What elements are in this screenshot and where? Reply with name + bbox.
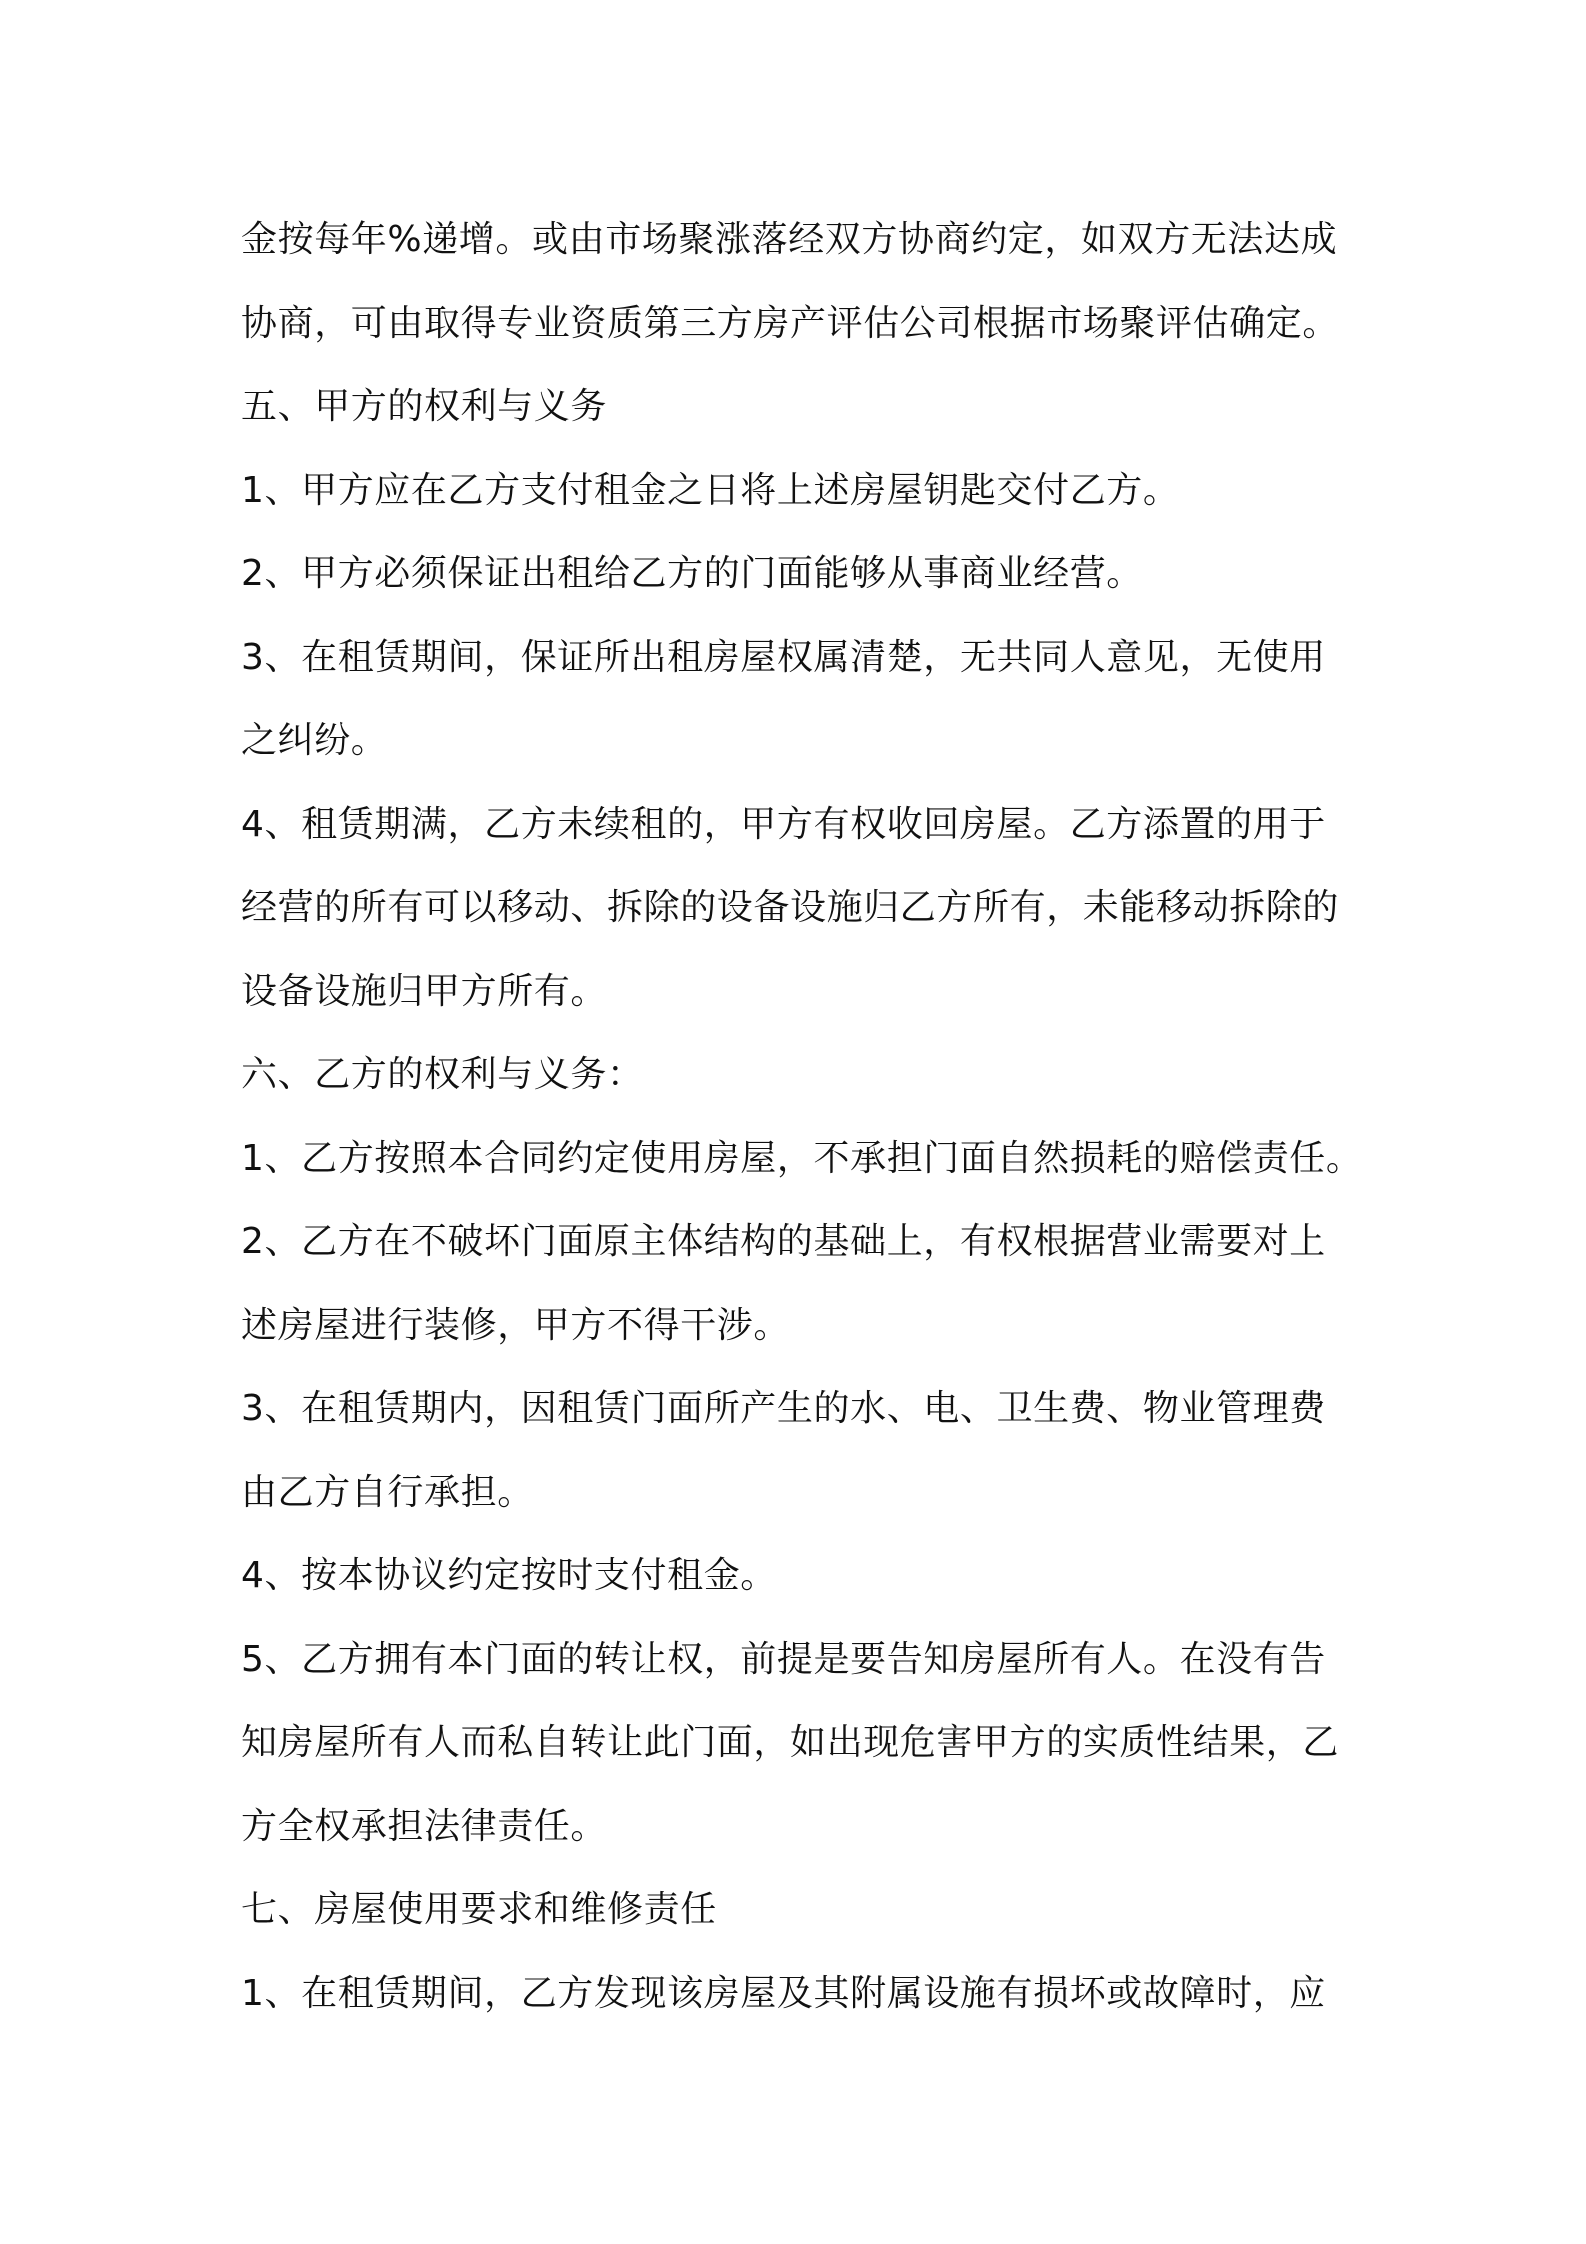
text-line: 3、在租赁期间，保证所出租房屋权属清楚，无共同人意见，无使用 [241,636,1326,678]
section-heading: 七、房屋使用要求和维修责任 [241,1889,717,1930]
document-body [241,198,1371,2035]
text-line: 方全权承担法律责任。 [241,1805,608,1847]
text-line: 金按每年%递增。或由市场聚涨落经双方协商约定，如双方无法达成 [241,219,1338,260]
text-line: 3、在租赁期内，因租赁门面所产生的水、电、卫生费、物业管理费 [241,1388,1326,1429]
text-line: 2、甲方必须保证出租给乙方的门面能够从事商业经营。 [241,553,1143,594]
text-line: 经营的所有可以移动、拆除的设备设施归乙方所有，未能移动拆除的 [241,887,1340,928]
text-line: 之纠纷。 [241,720,388,761]
text-line: 4、按本协议约定按时支付租金。 [241,1555,777,1596]
text-line: 2、乙方在不破坏门面原主体结构的基础上，有权根据营业需要对上 [241,1221,1326,1262]
text-line: 5、乙方拥有本门面的转让权，前提是要告知房屋所有人。在没有告 [241,1638,1326,1680]
text-line: 设备设施归甲方所有。 [241,970,608,1012]
text-line: 由乙方自行承担。 [241,1471,534,1513]
text-line: 协商，可由取得专业资质第三方房产评估公司根据市场聚评估确定。 [241,302,1340,344]
text-line: 1、甲方应在乙方支付租金之日将上述房屋钥匙交付乙方。 [241,469,1180,511]
text-line: 4、租赁期满，乙方未续租的，甲方有权收回房屋。乙方添置的用于 [241,803,1326,845]
text-line: 1、在租赁期间，乙方发现该房屋及其附属设施有损坏或故障时，应 [241,1972,1326,2014]
text-line: 知房屋所有人而私自转让此门面，如出现危害甲方的实质性结果，乙 [241,1722,1340,1763]
text-line: 述房屋进行装修，甲方不得干涉。 [241,1304,791,1346]
section-heading: 五、甲方的权利与义务 [241,386,608,427]
text-line: 1、乙方按照本合同约定使用房屋，不承担门面自然损耗的赔偿责任。 [241,1137,1363,1179]
section-heading: 六、乙方的权利与义务： [241,1054,644,1095]
